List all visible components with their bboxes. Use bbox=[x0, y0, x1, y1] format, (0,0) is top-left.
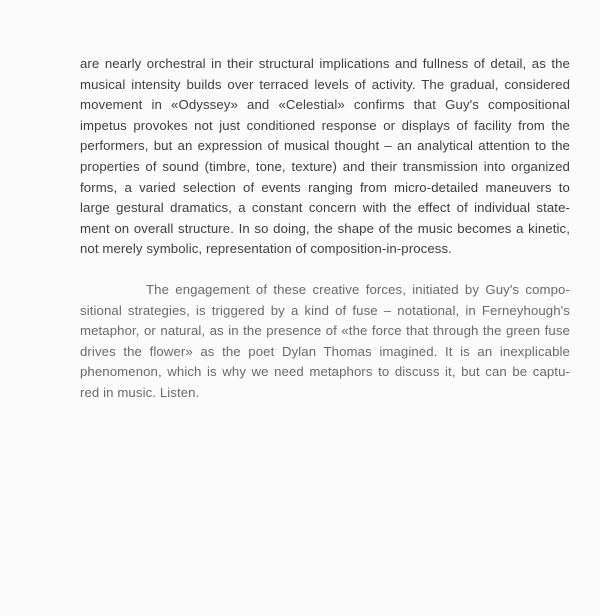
text-line: impetus provokes not just conditioned response or displays of facility from the bbox=[80, 117, 570, 133]
text-line: performers, but an expression of musical thought – an analytical attention to the bbox=[80, 138, 570, 154]
text-line: phenomenon, which is why we need metaphors to discuss it, but can be captu- bbox=[80, 364, 570, 380]
text-line: ment on overall structure. In so doing, the shape of the music becomes a kinetic, bbox=[80, 220, 570, 236]
text-line: are nearly orchestral in their structural implications and fullness of detail, as the bbox=[80, 56, 570, 71]
text-line: metaphor, or natural, as in the presence of «the force that through the green fuse bbox=[80, 323, 570, 339]
text-line: red in music. Listen. bbox=[80, 384, 200, 400]
text-line: The engagement of these creative forces, initiated by Guy's compo- bbox=[146, 282, 570, 297]
paragraph-1 bbox=[80, 54, 570, 260]
paragraph-2 bbox=[80, 280, 570, 404]
text-line: forms, a varied selection of events ranging from micro-detailed maneuvers to bbox=[80, 179, 570, 195]
text-line: drives the flower» as the poet Dylan Thomas imagined. It is an inexplicable bbox=[80, 343, 570, 359]
text-line: large gestural dramatics, a constant concern with the effect of individual state- bbox=[80, 200, 570, 216]
text-line: musical intensity builds over terraced levels of activity. The gradual, considered bbox=[80, 76, 570, 92]
text-line: not merely symbolic, representation of composition-in-process. bbox=[80, 241, 452, 257]
text-line: properties of sound (timbre, tone, texture) and their transmission into organized bbox=[80, 158, 570, 174]
text-line: movement in «Odyssey» and «Celestial» confirms that Guy's compositional bbox=[80, 97, 570, 113]
text-line: sitional strategies, is triggered by a kind of fuse – notational, in Ferneyhough's bbox=[80, 302, 570, 318]
